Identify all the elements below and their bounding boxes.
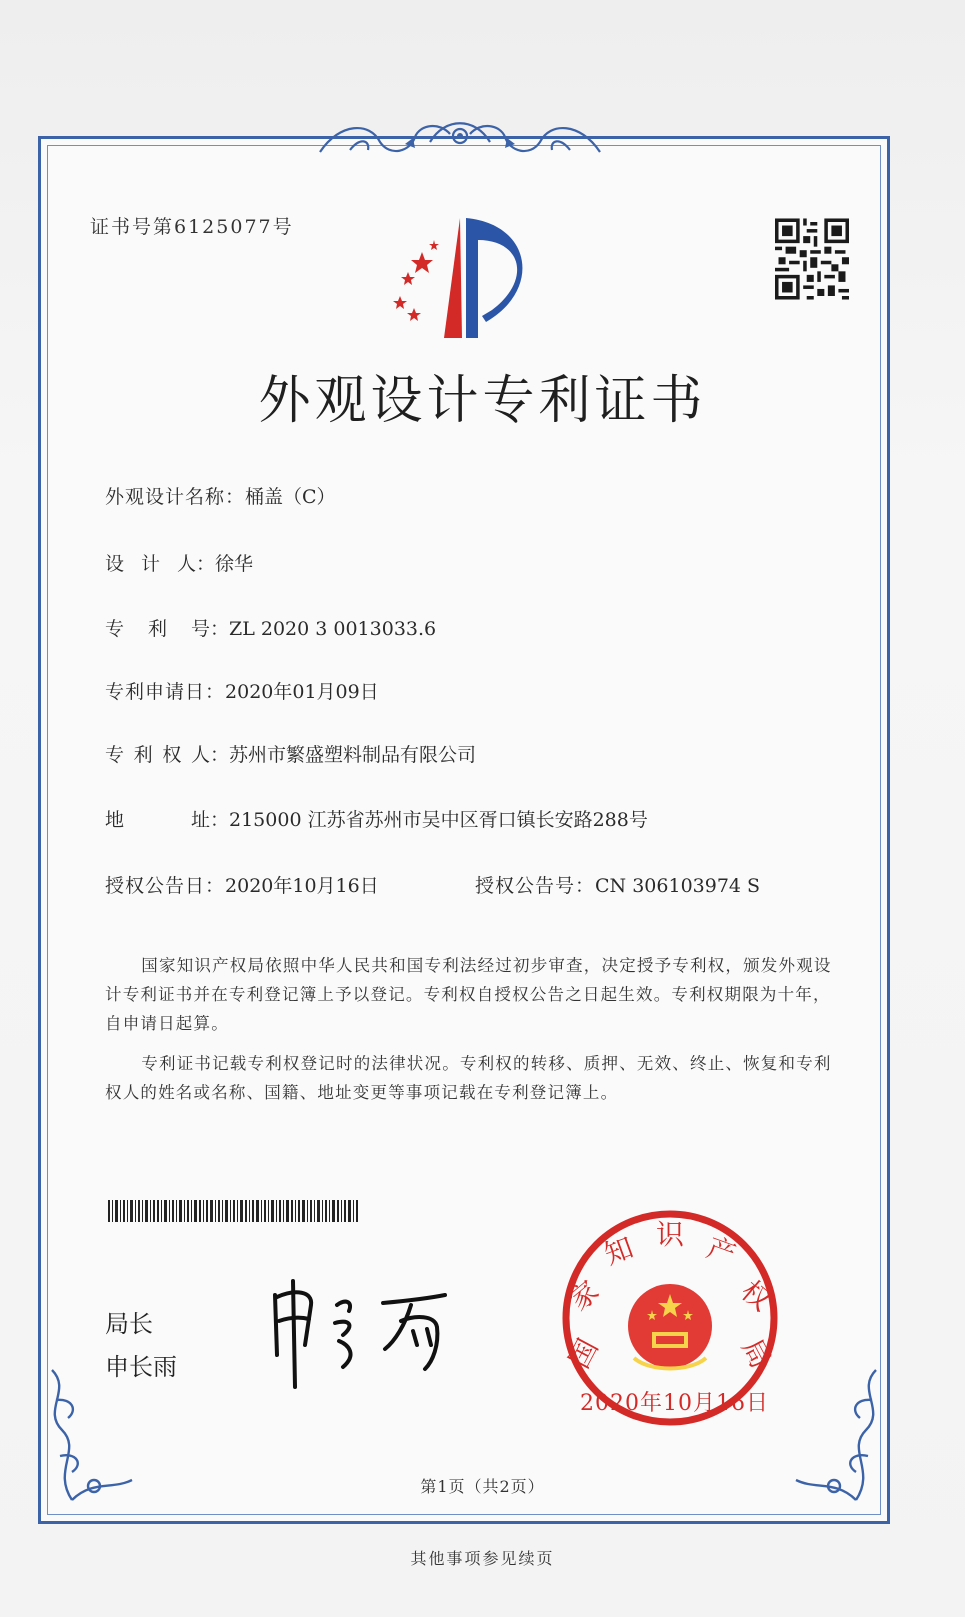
field-application-date bbox=[105, 677, 379, 704]
field-patentee bbox=[105, 740, 476, 767]
address-label-char: 址： bbox=[190, 809, 229, 831]
designer-label bbox=[105, 549, 215, 576]
field-grant-no bbox=[475, 871, 760, 898]
patentee-label-char: 人： bbox=[190, 744, 229, 766]
legal-status-paragraph: 专利证书记载专利权登记时的法律状况。专利权的转移、质押、无效、终止、恢复和专利权人的姓名或名称、国籍、地址变更等事项记载在专利登记簿上。 bbox=[105, 1054, 832, 1102]
patentee-value: 苏州市繁盛塑料制品有限公司 bbox=[229, 744, 477, 766]
field-grant-date bbox=[105, 871, 379, 898]
patent-no-value: ZL 2020 3 0013033.6 bbox=[229, 618, 437, 640]
patent-no-label-char: 利 bbox=[147, 618, 167, 640]
grant-no-label: 授权公告号： bbox=[475, 875, 596, 897]
field-patent-no bbox=[105, 614, 436, 641]
patentee-label bbox=[105, 740, 229, 767]
svg-text:产: 产 bbox=[702, 1230, 741, 1272]
statement-paragraph: 国家知识产权局依照中华人民共和国专利法经过初步审查，决定授予专利权，颁发外观设计专利证书并在专利登记簿上予以登记。专利权自授权公告之日起生效。专利权期限为十年，自申请日起算。 bbox=[105, 956, 832, 1033]
director-name: 申长雨 bbox=[105, 1353, 177, 1381]
application-date-label: 专利申请日： bbox=[105, 681, 226, 703]
field-address bbox=[105, 805, 648, 832]
patentee-label-char: 利 bbox=[133, 744, 153, 766]
address-label-char: 地 bbox=[105, 809, 125, 831]
top-ornament-icon bbox=[310, 112, 610, 164]
address-label bbox=[105, 805, 229, 832]
director-title: 局长 bbox=[105, 1310, 153, 1338]
patent-no-label-char: 号： bbox=[190, 618, 229, 640]
address-value: 215000 江苏省苏州市吴中区胥口镇长安路288号 bbox=[229, 809, 648, 831]
certificate-number: 证书号第6125077号 bbox=[90, 216, 294, 238]
svg-text:权: 权 bbox=[734, 1274, 778, 1318]
designer-label-char: 设 bbox=[105, 553, 125, 575]
designer-label-char: 计 bbox=[140, 553, 160, 575]
designer-label-char: 人： bbox=[176, 553, 215, 575]
page-number: 第1页（共2页） bbox=[420, 1477, 545, 1496]
svg-text:国: 国 bbox=[562, 1333, 605, 1374]
certificate-title: 外观设计专利证书 bbox=[258, 371, 707, 431]
design-name-value: 桶盖（C） bbox=[245, 486, 336, 508]
grant-date-label: 授权公告日： bbox=[105, 875, 226, 897]
qr-code-icon bbox=[775, 218, 849, 300]
director-signature bbox=[265, 1275, 465, 1390]
seal-date: 2020年10月16日 bbox=[580, 1391, 769, 1416]
svg-text:识: 识 bbox=[655, 1218, 685, 1251]
patentee-label-char: 专 bbox=[105, 744, 125, 766]
application-date-value: 2020年01月09日 bbox=[225, 681, 379, 703]
svg-text:局: 局 bbox=[735, 1333, 778, 1374]
grant-no-value: CN 306103974 S bbox=[595, 875, 761, 897]
field-design-name bbox=[105, 482, 336, 509]
svg-text:知: 知 bbox=[599, 1230, 638, 1272]
svg-text:家: 家 bbox=[562, 1274, 606, 1318]
patentee-label-char: 权 bbox=[162, 744, 182, 766]
designer-value: 徐华 bbox=[215, 553, 254, 575]
grant-date-value: 2020年10月16日 bbox=[225, 875, 379, 897]
patent-no-label-char: 专 bbox=[105, 618, 125, 640]
field-designer bbox=[105, 549, 253, 576]
cnipa-logo-icon bbox=[382, 210, 542, 350]
barcode-icon bbox=[108, 1200, 358, 1222]
patent-no-label bbox=[105, 614, 229, 641]
design-name-label: 外观设计名称： bbox=[105, 486, 246, 508]
footer-note: 其他事项参见续页 bbox=[410, 1549, 555, 1568]
